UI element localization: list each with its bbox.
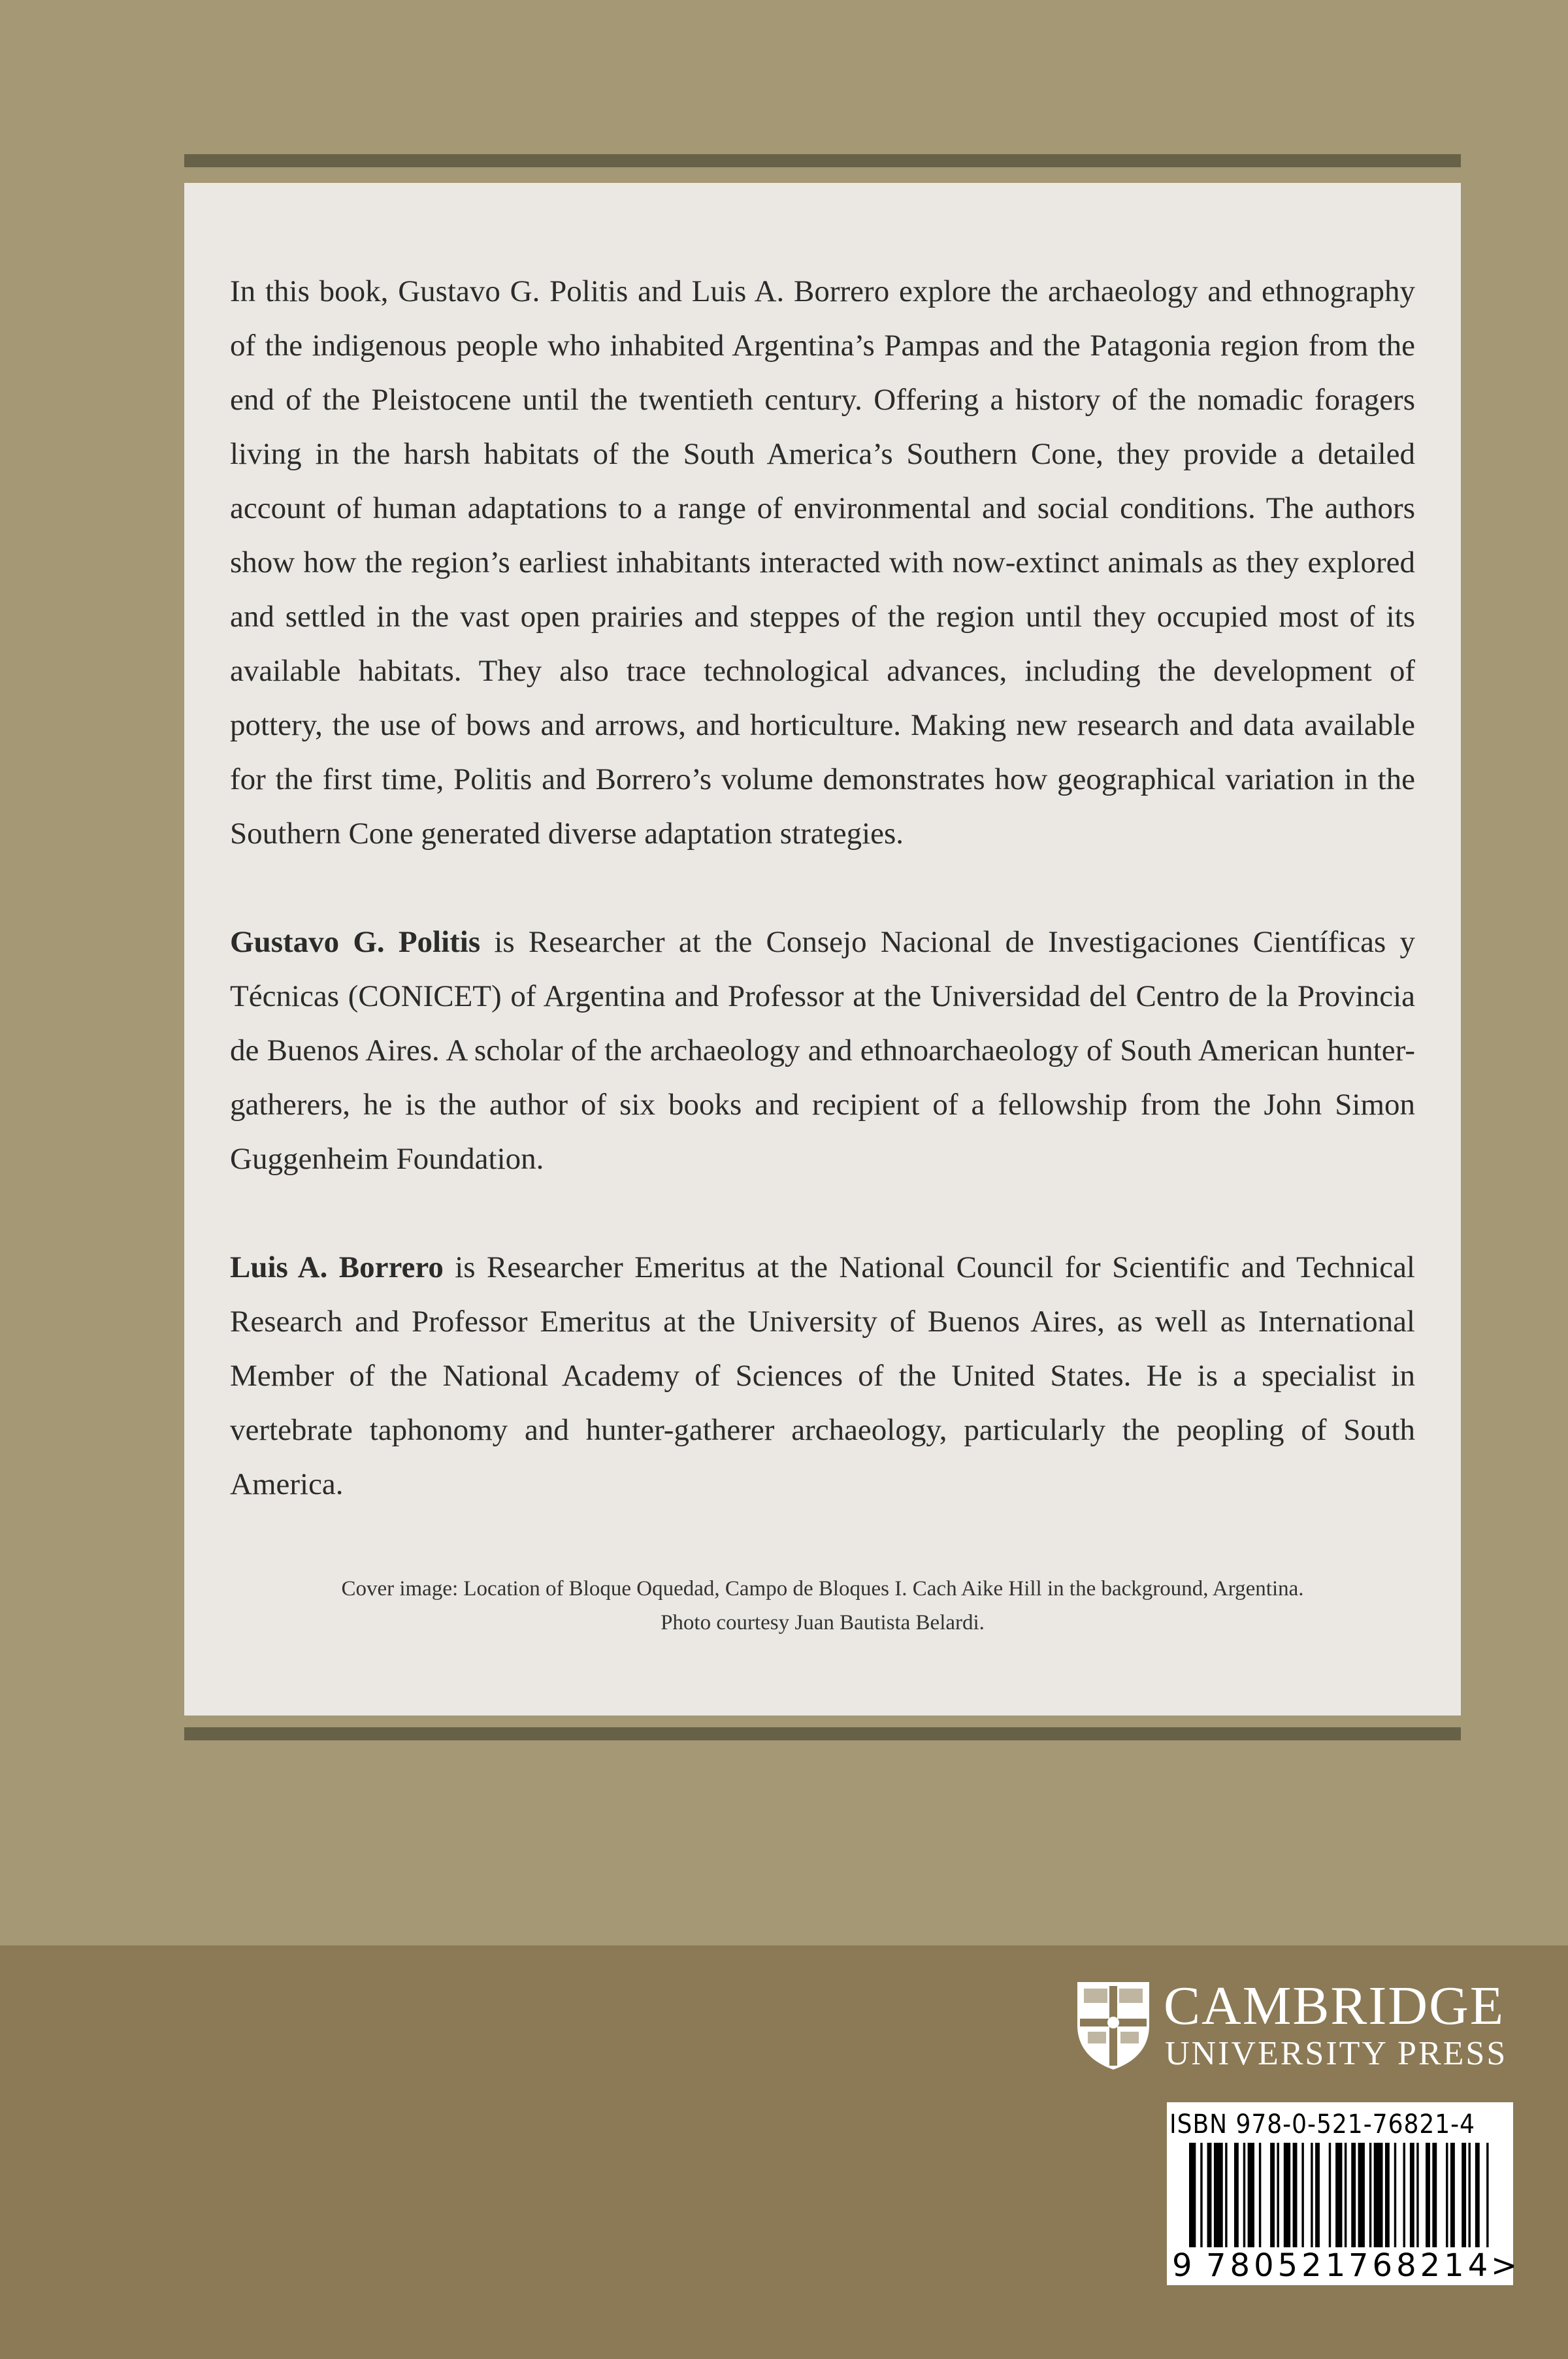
barcode-bar [1315, 2143, 1320, 2247]
credit-line-2: Photo courtesy Juan Bautista Belardi. [661, 1611, 985, 1635]
barcode-bar [1426, 2143, 1430, 2247]
barcode-bar [1243, 2143, 1245, 2247]
barcode-left-group: 780521 [1206, 2247, 1350, 2284]
publisher-name: CAMBRIDGE [1164, 1976, 1505, 2036]
isbn-barcode [1167, 2102, 1518, 2285]
barcode-right-group: 768214 [1348, 2247, 1492, 2284]
barcode-bar [1374, 2143, 1383, 2247]
barcode-bar [1214, 2143, 1223, 2247]
barcode-bar [1410, 2143, 1414, 2247]
cambridge-shield-icon [1075, 1979, 1152, 2071]
barcode-bars [1189, 2143, 1491, 2254]
author-bio-text: is Researcher Emeritus at the National Council for Scientific and Technical Research and Professor Emeritus at the University of Buenos Aires, as well as International Member of the National Academy of Sciences of the United States. He is a specialist in vertebrate taphonomy and hunter-gatherer archaeology, particularly the peopling of South America. [230, 1250, 1415, 1501]
top-rule [184, 154, 1461, 167]
author-bio-borrero [230, 1241, 1415, 1512]
author-name: Gustavo G. Politis [230, 925, 481, 959]
publisher-logo [1075, 1976, 1532, 2072]
barcode-bar [1450, 2143, 1455, 2247]
barcode-bar [1277, 2143, 1279, 2247]
barcode-bar [1432, 2143, 1437, 2247]
barcode-bar [1200, 2143, 1202, 2247]
barcode-bar [1225, 2143, 1227, 2247]
barcode-bar [1311, 2143, 1313, 2247]
barcode-bar [1207, 2143, 1212, 2247]
publisher-subname: UNIVERSITY PRESS [1165, 2035, 1508, 2072]
barcode-bar [1369, 2143, 1371, 2247]
barcode-bar [1270, 2143, 1275, 2247]
isbn-label: ISBN 978-0-521-76821-4 [1169, 2109, 1476, 2139]
barcode-bar [1475, 2143, 1480, 2247]
barcode-bar [1293, 2143, 1298, 2247]
barcode-bar [1486, 2143, 1488, 2247]
barcode-bar [1403, 2143, 1405, 2247]
barcode-bar [1234, 2143, 1239, 2247]
barcode-digits [1167, 2247, 1518, 2284]
cover-image-credit [230, 1572, 1415, 1640]
barcode-bar [1385, 2143, 1390, 2247]
barcode-bar [1329, 2143, 1331, 2247]
author-name: Luis A. Borrero [230, 1250, 444, 1284]
credit-line-1: Cover image: Location of Bloque Oquedad, Campo de Bloques I. Cach Aike Hill in the background, Argentina. [341, 1577, 1304, 1601]
barcode-bar [1358, 2143, 1365, 2247]
barcode-bar [1189, 2143, 1196, 2247]
barcode-bar [1462, 2143, 1466, 2247]
author-bio-text: is Researcher at the Consejo Nacional de Investigaciones Científicas y Técnicas (CONICET) of Argentina and Professor at the Universidad del Centro de la Provincia de Buenos Aires. A scholar of the archaeology and ethnoarchaeology of South American hunter-gatherers, he is the author of six books and recipient of a fellowship from the John Simon Guggenheim Foundation. [230, 925, 1415, 1176]
description-paragraph: In this book, Gustavo G. Politis and Luis A. Borrero explore the archaeology and ethnography of the indigenous people who inhabited Argentina’s Pampas and the Patagonia region from the end of the Pleistocene until the twentieth century. Offering a history of the nomadic foragers living in the harsh habitats of the South America’s Southern Cone, they provide a detailed account of human adaptations to a range of environmental and social conditions. The authors show how the region’s earliest inhabitants interacted with now-extinct animals as they explored and settled in the vast open prairies and steppes of the region until they occupied most of its available habitats. They also trace technological advances, including the development of pottery, the use of bows and arrows, and horticulture. Making new research and data available for the first time, Politis and Borrero’s volume demonstrates how geographical variation in the Southern Cone generated diverse adaptation strategies. [230, 274, 1415, 851]
blurb-panel [184, 183, 1461, 1716]
barcode-bar [1335, 2143, 1342, 2247]
barcode-bar [1345, 2143, 1347, 2247]
barcode-bar [1284, 2143, 1290, 2247]
barcode-bar [1248, 2143, 1254, 2247]
barcode-bar [1259, 2143, 1261, 2247]
bottom-rule [184, 1727, 1461, 1740]
barcode-bar [1416, 2143, 1418, 2247]
barcode-end-mark: > [1491, 2247, 1518, 2284]
barcode-bar [1446, 2143, 1448, 2247]
barcode-bar [1469, 2143, 1471, 2247]
barcode-first-digit: 9 [1172, 2247, 1192, 2284]
barcode-bar [1301, 2143, 1303, 2247]
author-bio-politis [230, 915, 1415, 1186]
barcode-bar [1351, 2143, 1356, 2247]
barcode-bar [1394, 2143, 1396, 2247]
